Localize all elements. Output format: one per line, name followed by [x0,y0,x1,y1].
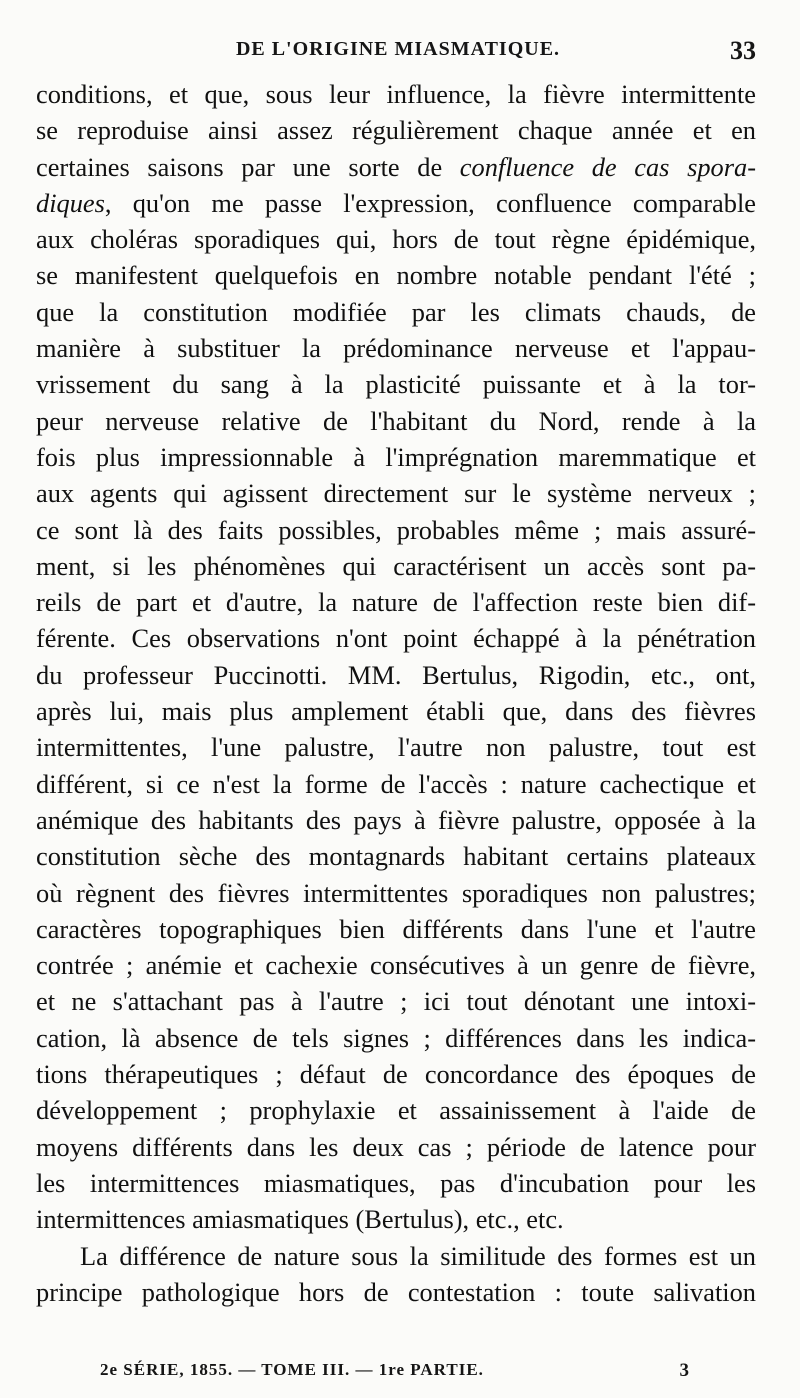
italic-segment: diques [36,187,105,218]
text-line: fois plus impressionnable à l'imprégnation maremmatique et [36,441,756,472]
text-segment: , qu'on me passe l'expression, confluence comparable [104,187,756,218]
printer-signature: 2e SÉRIE, 1855. — TOME III. — 1re PARTIE. [100,1360,484,1379]
text-line: et ne s'attachant pas à l'autre ; ici tout dénotant une intoxi- [36,986,756,1017]
text-line: se manifestent quelquefois en nombre notable pendant l'été ; [36,260,756,291]
text-line: intermittences amiasmatiques (Bertulus), etc., etc. [36,1204,564,1235]
text-line [36,149,756,185]
text-line: où règnent des fièvres intermittentes sporadiques non palustres; [36,877,756,908]
italic-segment: confluence de cas spora- [459,151,756,182]
text-line: vrissement du sang à la plasticité puissante et à la tor- [36,369,756,400]
text-line: aux agents qui agissent directement sur le système nerveux ; [36,478,756,509]
signature-mark: 3 [679,1360,690,1381]
text-line: principe pathologique hors de contestation : toute salivation [36,1276,756,1307]
text-line: que la constitution modifiée par les climats chauds, de [36,296,756,327]
text-line: férente. Ces observations n'ont point échappé à la pénétration [36,623,756,654]
text-line: développement ; prophylaxie et assainissement à l'aide de [36,1095,756,1126]
text-line: les intermittences miasmatiques, pas d'incubation pour les [36,1167,756,1198]
text-line: anémique des habitants des pays à fièvre palustre, opposée à la [36,804,756,835]
text-line: intermittentes, l'une palustre, l'autre non palustre, tout est [36,732,756,763]
running-head [36,36,760,66]
text-line: La différence de nature sous la similitude des formes est un [80,1240,756,1271]
signature-line [100,1360,690,1386]
text-line: peur nerveuse relative de l'habitant du Nord, rende à la [36,405,756,436]
text-line: tions thérapeutiques ; défaut de concordance des époques de [36,1059,756,1090]
text-line: manière à substituer la prédominance nerveuse et l'appau- [36,333,756,364]
text-line: aux choléras sporadiques qui, hors de tout règne épidémique, [36,224,756,255]
body-text [36,76,756,1310]
text-line: après lui, mais plus amplement établi que, dans des fièvres [36,696,756,727]
text-line: différent, si ce n'est la forme de l'accès : nature cachectique et [36,768,756,799]
text-line: se reproduise ainsi assez régulièrement chaque année et en [36,115,756,146]
text-line: contrée ; anémie et cachexie consécutives à un genre de fièvre, [36,950,756,981]
text-line: constitution sèche des montagnards habitant certains plateaux [36,841,756,872]
text-line: ce sont là des faits possibles, probables même ; mais assuré- [36,514,756,545]
text-line: ment, si les phénomènes qui caractérisent un accès sont pa- [36,550,756,581]
text-line [36,185,756,221]
text-line: moyens différents dans les deux cas ; période de latence pour [36,1131,756,1162]
text-line: caractères topographiques bien différents dans l'une et l'autre [36,913,756,944]
running-title: DE L'ORIGINE MIASMATIQUE. [235,38,561,60]
text-segment: certaines saisons par une sorte de [36,151,460,182]
text-line: du professeur Puccinotti. MM. Bertulus, Rigodin, etc., ont, [36,659,756,690]
text-line: cation, là absence de tels signes ; différences dans les indica- [36,1022,756,1053]
page-number: 33 [730,36,756,65]
text-line: reils de part et d'autre, la nature de l'affection reste bien dif- [36,587,756,618]
text-line: conditions, et que, sous leur influence, la fièvre intermittente [36,79,756,109]
